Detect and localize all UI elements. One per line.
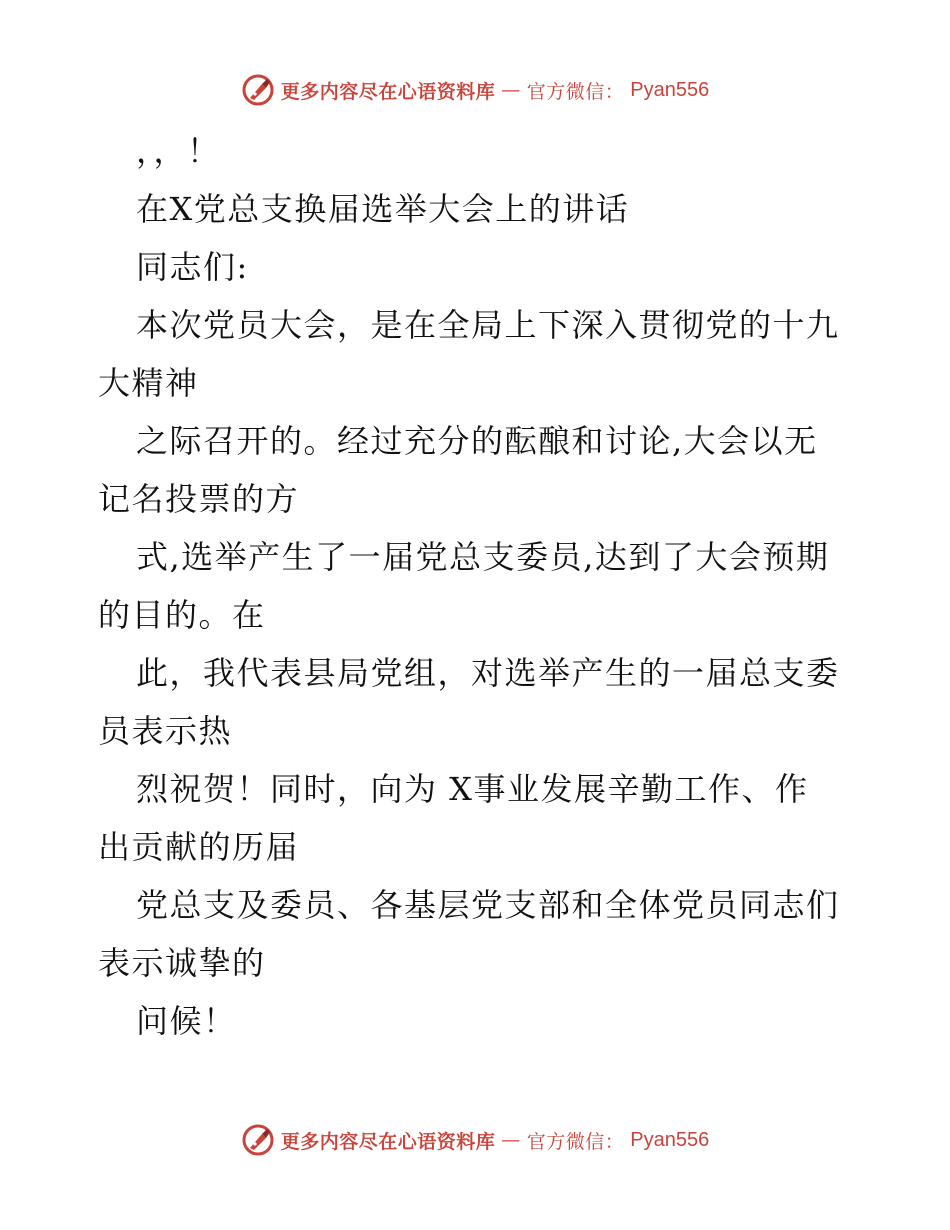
text-line: 烈祝贺！同时，向为 X事业发展辛勤工作、作 <box>136 770 809 808</box>
pen-nib-circle-icon <box>241 1123 275 1157</box>
salutation: 同志们: <box>136 248 249 286</box>
banner-wechat-id: Pyan556 <box>630 1128 710 1151</box>
text-line: 本次党员大会，是在全局上下深入贯彻党的十九 <box>136 306 840 344</box>
banner-wechat-label: 官方微信： <box>526 80 625 103</box>
footer-banner <box>0 1120 950 1160</box>
text-line: 出贡献的历届 <box>98 828 300 866</box>
banner-title: 更多内容尽在心语资料库 <box>280 1130 496 1153</box>
banner-dash: — <box>501 1129 521 1151</box>
text-line: 之际召开的。经过充分的酝酿和讨论,大会以无 <box>136 422 818 460</box>
text-line: 记名投票的方 <box>98 480 300 518</box>
text-line: 式,选举产生了一届党总支委员,达到了大会预期 <box>136 538 830 576</box>
text-line: 此，我代表县局党组，对选举产生的一届总支委 <box>136 654 840 692</box>
banner-wechat-label: 官方微信： <box>526 1130 625 1153</box>
document-body <box>98 122 858 1050</box>
text-line: 党总支及委员、各基层党支部和全体党员同志们 <box>136 886 840 924</box>
text-line: 大精神 <box>98 364 199 402</box>
banner-dash: — <box>501 79 521 101</box>
banner-wechat-id: Pyan556 <box>630 78 710 101</box>
text-line: 表示诚挚的 <box>98 944 266 982</box>
text-line: 问候！ <box>136 1002 237 1040</box>
text-line: ，，！ <box>136 132 221 170</box>
header-banner <box>0 70 950 110</box>
text-line: 的目的。在 <box>98 596 266 634</box>
banner-title: 更多内容尽在心语资料库 <box>280 80 496 103</box>
pen-nib-circle-icon <box>241 73 275 107</box>
text-line: 员表示热 <box>98 712 233 750</box>
document-title: 在X党总支换届选举大会上的讲话 <box>136 190 630 228</box>
